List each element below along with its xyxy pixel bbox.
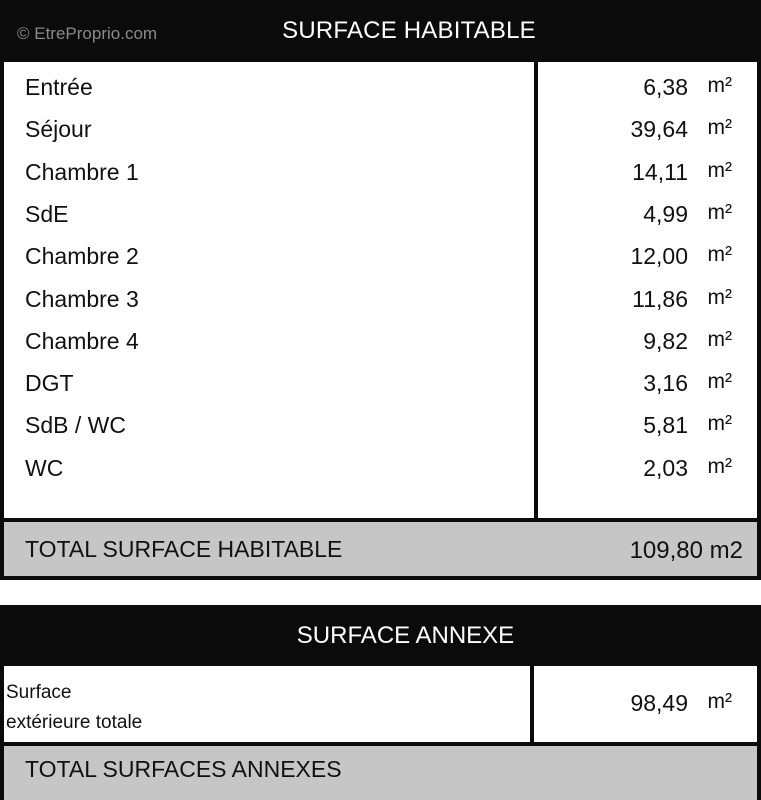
table-body (0, 62, 761, 580)
annexe-value: 98,49 (630, 690, 688, 716)
room-label: WC (25, 454, 64, 481)
annexe-label-line2: extérieure totale (6, 712, 143, 733)
room-area-unit: m² (707, 454, 732, 478)
total-label: TOTAL SURFACE HABITABLE (25, 536, 343, 562)
room-area-unit: m² (707, 116, 732, 140)
room-area-unit: m² (707, 158, 732, 182)
room-area-unit: m² (707, 285, 732, 309)
table-row (4, 362, 757, 404)
room-label: SdE (25, 200, 69, 227)
table-row (4, 404, 757, 446)
annexe-table-body (0, 666, 761, 800)
room-label: SdB / WC (25, 412, 126, 439)
room-label: DGT (25, 370, 74, 397)
table-row (4, 151, 757, 193)
room-area-value: 2,03 (643, 454, 688, 481)
room-label: Chambre 2 (25, 243, 139, 270)
annexe-header (0, 605, 761, 666)
room-area-unit: m² (707, 370, 732, 394)
annexe-label (6, 678, 142, 738)
room-area-value: 6,38 (643, 74, 688, 100)
table-row (4, 278, 757, 320)
room-area-value: 4,99 (643, 200, 688, 227)
room-area-value: 11,86 (632, 285, 688, 312)
annexe-total-row (4, 742, 757, 800)
room-area-value: 12,00 (630, 243, 688, 270)
annexe-row (4, 666, 757, 742)
annexe-label-line1: Surface (6, 682, 72, 703)
annexe-unit: m² (707, 690, 732, 713)
annexe-total-label: TOTAL SURFACES ANNEXES (25, 756, 342, 782)
room-area-unit: m² (707, 412, 732, 436)
table-row (4, 447, 757, 489)
room-area-unit: m² (707, 74, 732, 97)
table-title: SURFACE HABITABLE (282, 17, 536, 44)
room-area-value: 14,11 (632, 158, 688, 185)
annexe-title: SURFACE ANNEXE (296, 621, 515, 649)
room-area-unit: m² (707, 200, 732, 224)
table-row (4, 193, 757, 235)
room-label: Entrée (25, 74, 93, 100)
table-row (4, 235, 757, 277)
room-label: Chambre 1 (25, 158, 139, 185)
room-label: Séjour (25, 116, 92, 143)
room-area-value: 39,64 (630, 116, 688, 143)
total-row (4, 518, 757, 576)
table-row (4, 66, 757, 108)
room-area-value: 5,81 (643, 412, 688, 439)
room-area-unit: m² (707, 243, 732, 267)
room-rows (4, 62, 757, 518)
room-label: Chambre 4 (25, 327, 139, 354)
room-area-unit: m² (707, 327, 732, 351)
room-area-value: 3,16 (643, 370, 688, 397)
watermark: © EtreProprio.com (17, 24, 158, 43)
room-area-value: 9,82 (643, 327, 688, 354)
table-row (4, 320, 757, 362)
room-label: Chambre 3 (25, 285, 139, 312)
table-row (4, 108, 757, 150)
total-value: 109,80 m2 (629, 537, 743, 564)
